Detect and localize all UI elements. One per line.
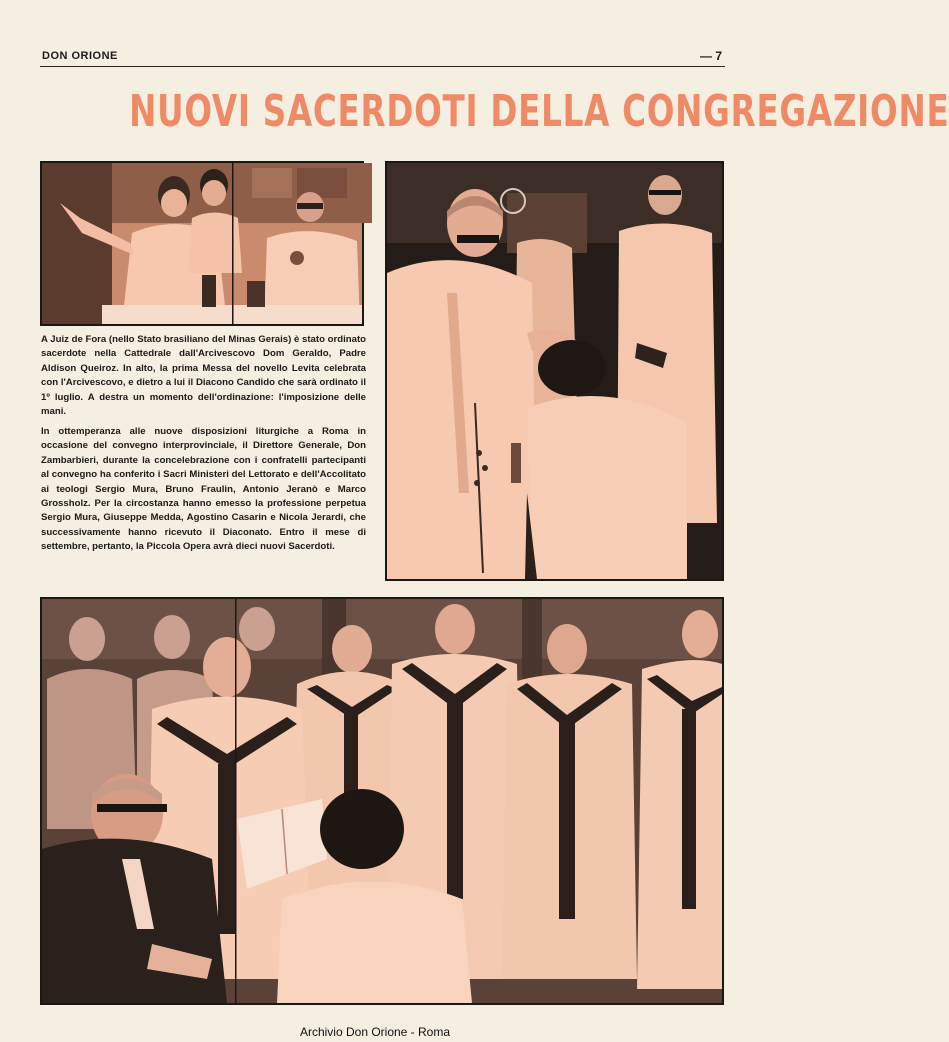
magazine-name: DON ORIONE — [42, 50, 118, 62]
photo-imposition-of-hands — [385, 161, 724, 581]
article-paragraph-1: A Juiz de Fora (nello Stato brasiliano del Minas Gerais) è stato ordinato sacerdote nella Cattedrale dall'Arcivescovo Dom Geraldo, Padre Aldison Queiroz. In alto, la prima Messa del novello Levita celebrata con l'Arcivescovo, e dietro a lui il Diacono Candido che sarà ordinato il 1º luglio. A destra un momento dell'ordinazione: l'imposizione delle mani. — [41, 334, 366, 418]
photo-concelebration-rome — [40, 597, 724, 1005]
archive-caption: Archivio Don Orione - Roma — [299, 1025, 451, 1039]
header-rule — [40, 66, 725, 67]
article-paragraph-2: In ottemperanza alle nuove disposizioni liturgiche a Roma in occasione del convegno interprovinciale, il Direttore Generale, Don Zambarbieri, durante la concelebrazione con i confratelli partecipanti al convegno ha conferito i Sacri Ministeri del Lettorato e dell'Accolitato ai teologi Sergio Mura, Bruno Fraulin, Antonio Jeranò e Marco Grossholz. Per la circostanza hanno emesso la professione perpetua Sergio Mura, Giuseppe Medda, Agostino Casarin e Nicola Jerardi, che successivamente hanno ricevuto il Diaconato. Entro il mese di settembre, pertanto, la Piccola Opera avrà dieci nuovi Sacerdoti. — [41, 426, 366, 553]
page-number: — 7 — [699, 49, 722, 63]
page-title: NUOVI SACERDOTI DELLA CONGREGAZIONE — [129, 86, 949, 137]
photo-first-mass — [40, 161, 364, 326]
